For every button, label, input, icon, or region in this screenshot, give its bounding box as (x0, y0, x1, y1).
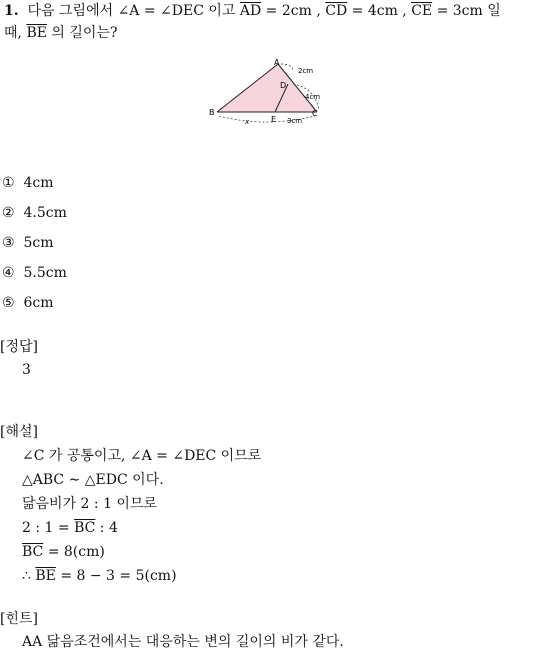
question-text: 의 길이는? (46, 25, 118, 41)
segment-bc: $\overline{BC}$ (22, 544, 44, 560)
question-text: 다음 그림에서 ∠A = ∠DEC 이고 (27, 3, 240, 19)
choice-text: 5.5cm (23, 265, 67, 281)
choice-text: 4.5cm (23, 205, 67, 221)
label-x: x (245, 118, 250, 126)
measure-ce: 3cm (287, 117, 303, 125)
solution-text: 2 : 1 = (22, 520, 75, 536)
choice-2[interactable] (2, 204, 67, 222)
segment-cd: $\overline{CD}$ (325, 3, 348, 19)
question-text: = 2cm , (261, 3, 326, 19)
choice-marker: ④ (2, 265, 15, 281)
question-line-1 (4, 2, 501, 20)
choice-text: 5cm (23, 235, 54, 251)
question-text: 때, (4, 25, 27, 41)
choice-marker: ③ (2, 235, 15, 251)
triangle-figure (205, 58, 335, 128)
segment-bc: $\overline{BC}$ (74, 520, 96, 536)
measure-ad: 2cm (298, 67, 314, 75)
label-d: D (280, 81, 287, 90)
choice-text: 6cm (23, 295, 54, 311)
solution-line-3: 닮음비가 2 : 1 이므로 (22, 496, 157, 512)
solution-text: = 8(cm) (43, 544, 105, 560)
segment-ce: $\overline{CE}$ (411, 3, 433, 19)
label-b: B (209, 108, 215, 117)
solution-text: = 8 − 3 = 5(cm) (55, 568, 177, 584)
label-e: E (271, 115, 277, 124)
choice-marker: ② (2, 205, 15, 221)
choice-4[interactable] (2, 264, 67, 282)
hint-header: [힌트] (0, 611, 38, 627)
solution-header: [해설] (0, 424, 38, 440)
answer-value: 3 (22, 362, 31, 378)
solution-line-5 (22, 543, 105, 561)
segment-be: $\overline{BE}$ (35, 568, 56, 584)
solution-text: ∴ (22, 568, 36, 584)
solution-line-2: △ABC ∼ △EDC 이다. (22, 472, 164, 488)
choice-1[interactable] (2, 174, 54, 192)
solution-text: : 4 (95, 520, 118, 536)
question-text: = 3cm 일 (432, 3, 501, 19)
solution-line-6 (22, 567, 177, 585)
segment-ad: $\overline{AD}$ (239, 3, 262, 19)
question-number: 1. (4, 3, 19, 19)
choice-text: 4cm (23, 175, 54, 191)
question-line-2 (4, 24, 117, 42)
arc-ad (281, 64, 293, 70)
choice-3[interactable] (2, 234, 54, 252)
measure-cd: 4cm (305, 93, 321, 101)
question-text: = 4cm , (347, 3, 412, 19)
choice-marker: ⑤ (2, 295, 15, 311)
solution-line-4 (22, 519, 118, 537)
label-c: C (312, 109, 318, 118)
choice-marker: ① (2, 175, 15, 191)
hint-text: AA 닮음조건에서는 대응하는 변의 길이의 비가 같다. (22, 634, 344, 650)
answer-header: [정답] (0, 339, 38, 355)
segment-be: $\overline{BE}$ (26, 25, 47, 41)
choice-5[interactable] (2, 294, 54, 312)
label-a: A (274, 58, 280, 67)
solution-line-1: ∠C 가 공통이고, ∠A = ∠DEC 이므로 (22, 448, 262, 464)
